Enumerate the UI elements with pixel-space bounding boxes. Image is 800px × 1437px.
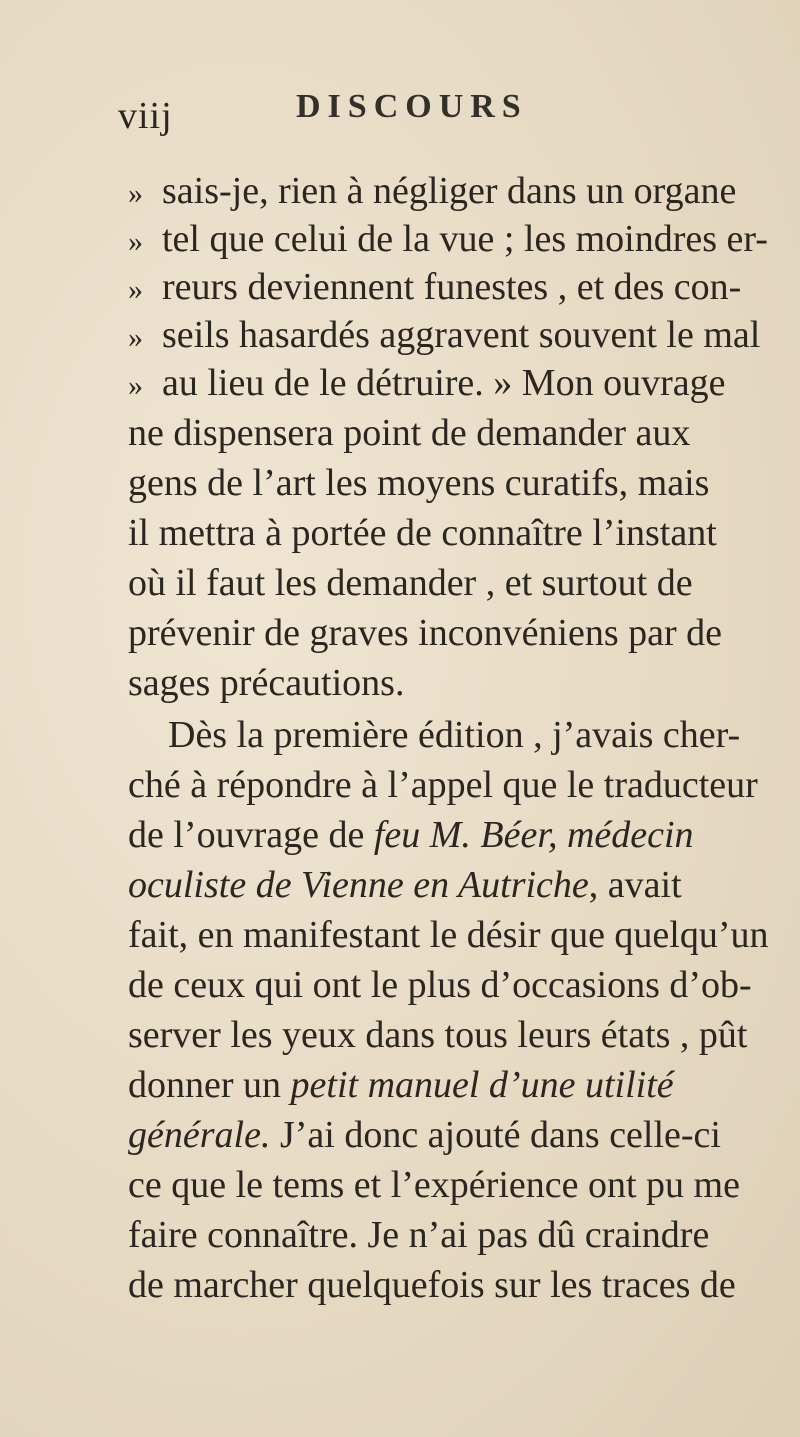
text-line (128, 660, 768, 706)
paragraph-first-line (168, 712, 800, 758)
line-text: fait, en manifestant le désir que quelqu’un (128, 914, 769, 956)
line-text: donner un (128, 1064, 291, 1106)
text-line (128, 360, 768, 409)
text-line (128, 962, 768, 1008)
line-text: ché à répondre à l’appel que le traducteur (128, 764, 758, 806)
text-line (128, 1262, 768, 1308)
page-number: viij (118, 95, 173, 137)
line-text: tel que celui de la vue ; les moindres er- (162, 218, 768, 260)
text-line (128, 1012, 768, 1058)
line-text: de marcher quelquefois sur les traces de (128, 1264, 736, 1306)
line-text: de ceux qui ont le plus d’occasions d’ob- (128, 964, 752, 1006)
line-text: reurs deviennent funestes , et des con- (162, 266, 742, 308)
text-line (128, 862, 768, 908)
line-text: , avait (588, 864, 682, 906)
line-text: de l’ouvrage de (128, 814, 374, 856)
line-text: Dès la première édition , j’avais cher- (168, 714, 741, 756)
line-text: seils hasardés aggravent souvent le mal (162, 314, 761, 356)
text-line (128, 812, 768, 858)
line-text: sais-je, rien à négliger dans un organe (162, 170, 737, 212)
line-text: J’ai donc ajouté dans celle-ci (270, 1114, 721, 1156)
line-text: server les yeux dans tous leurs états , pût (128, 1014, 748, 1056)
text-line (128, 1062, 768, 1108)
line-text: faire connaître. Je n’ai pas dû craindre (128, 1214, 710, 1256)
italic-text: feu M. Béer, médecin (373, 814, 694, 856)
line-text: il mettra à portée de connaître l’instant (128, 512, 717, 554)
italic-text: petit manuel d’une utilité (290, 1064, 674, 1106)
text-line (128, 312, 768, 361)
line-text: prévenir de graves inconvéniens par de (128, 612, 723, 654)
line-text: ce que le tems et l’expérience ont pu me (128, 1164, 740, 1206)
text-line (128, 610, 768, 656)
text-line (128, 410, 768, 456)
text-line (128, 216, 768, 265)
text-line (128, 168, 768, 217)
line-text: au lieu de le détruire. » Mon ouvrage (162, 362, 726, 404)
quote-mark: » (128, 369, 143, 402)
quote-mark: » (128, 273, 143, 306)
line-text: où il faut les demander , et surtout de (128, 562, 693, 604)
quote-mark: » (128, 225, 143, 258)
text-line (128, 1212, 768, 1258)
text-line (128, 762, 768, 808)
text-line (128, 460, 768, 506)
line-text: ne dispensera point de demander aux (128, 412, 691, 454)
text-line (128, 1162, 768, 1208)
quote-mark: » (128, 177, 143, 210)
italic-text: générale. (128, 1114, 271, 1156)
running-head (118, 88, 740, 148)
line-text: gens de l’art les moyens curatifs, mais (128, 462, 710, 504)
quote-mark: » (128, 321, 143, 354)
text-line (128, 264, 768, 313)
text-line (128, 560, 768, 606)
italic-text: oculiste de Vienne en Autriche (128, 864, 589, 906)
text-line (128, 912, 768, 958)
text-line (128, 1112, 768, 1158)
running-title: DISCOURS (296, 88, 528, 125)
line-text: sages précautions. (128, 662, 405, 704)
text-line (128, 510, 768, 556)
